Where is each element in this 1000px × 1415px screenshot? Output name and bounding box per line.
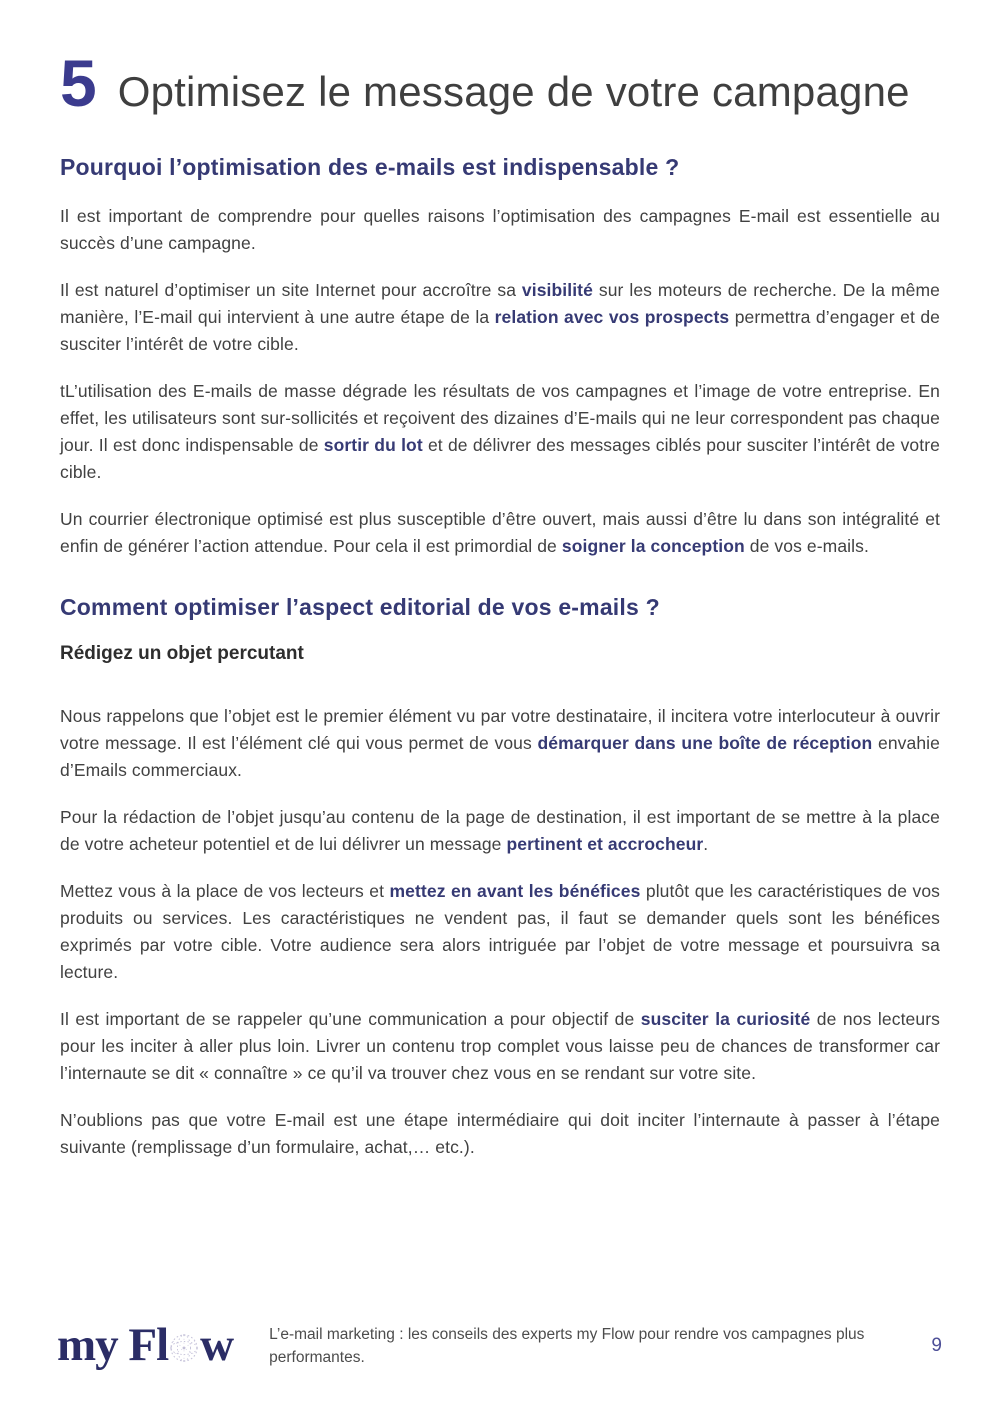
paragraph <box>60 703 940 784</box>
paragraph <box>60 1107 940 1161</box>
text-run: plutôt que les caractéristiques de vos produits ou services. Les caractéristiques ne vendent pas, il faut se demander quels sont les bénéfices exprimés par votre cible. Votre audience sera alors intriguée par l’objet de votre message et poursuivra sa lecture. <box>60 881 940 982</box>
myflow-logo <box>57 1319 234 1371</box>
text-run: permettra d’engager et de susciter l’intérêt de votre cible. <box>60 307 941 354</box>
globe-icon <box>169 1325 199 1372</box>
chapter-heading <box>60 46 940 120</box>
highlighted-phrase: visibilité <box>521 280 593 300</box>
paragraph <box>60 203 940 257</box>
text-run: tL’utilisation des E-mails de masse dégrade les résultats de vos campagnes et l’image de votre entreprise. En effet, les utilisateurs sont sur-sollicités et reçoivent des dizaines d’E-mails qui ne leur correspondent pas chaque jour. Il est donc indispensable de <box>60 381 940 455</box>
paragraph <box>60 804 940 858</box>
text-run: . <box>703 834 709 854</box>
paragraph <box>60 378 940 486</box>
page-number: 9 <box>931 1334 942 1356</box>
text-run: Pour la rédaction de l’objet jusqu’au contenu de la page de destination, il est important de se mettre à la place de votre acheteur potentiel et de lui délivrer un message <box>60 807 940 854</box>
text-run: Un courrier électronique optimisé est plus susceptible d’être ouvert, mais aussi d’être lu dans son intégralité et enfin de générer l’action attendue. Pour cela il est primordial de <box>60 509 940 556</box>
highlighted-phrase: relation avec vos prospects <box>494 307 730 327</box>
chapter-number: 5 <box>60 46 96 120</box>
text-run: N’oublions pas que votre E-mail est une étape intermédiaire qui doit inciter l’internaute à passer à l’étape suivante (remplissage d’un formulaire, achat,… etc.). <box>60 1110 940 1157</box>
page-footer <box>57 1319 942 1371</box>
page-title: Optimisez le message de votre campagne <box>117 68 910 115</box>
highlighted-phrase: mettez en avant les bénéfices <box>389 881 641 901</box>
page-content <box>60 46 941 1181</box>
text-run: sur les moteurs de recherche. De la même manière, l’E-mail qui intervient à une autre étape de la <box>60 280 940 327</box>
sub-heading: Rédigez un objet percutant <box>60 643 304 664</box>
logo-text-suffix: w <box>200 1319 234 1371</box>
text-run: envahie d’Emails commerciaux. <box>60 733 941 780</box>
text-run: Mettez vous à la place de vos lecteurs et <box>60 881 390 901</box>
section-heading: Pourquoi l’optimisation des e-mails est indispensable ? <box>60 154 680 180</box>
logo-text-prefix: my Fl <box>57 1319 169 1371</box>
text-run: de vos e-mails. <box>744 536 869 556</box>
highlighted-phrase: pertinent et accrocheur <box>506 834 704 854</box>
text-run: et de délivrer des messages ciblés pour susciter l’intérêt de votre cible. <box>60 435 940 482</box>
section-heading: Comment optimiser l’aspect editorial de vos e-mails ? <box>60 594 660 620</box>
paragraph <box>60 878 940 986</box>
text-run: Il est naturel d’optimiser un site Internet pour accroître sa <box>60 280 522 300</box>
text-run: Il est important de se rappeler qu’une communication a pour objectif de <box>60 1009 641 1029</box>
text-run: Il est important de comprendre pour quelles raisons l’optimisation des campagnes E-mail est essentielle au succès d’une campagne. <box>60 206 940 253</box>
highlighted-phrase: soigner la conception <box>561 536 745 556</box>
text-run: Nous rappelons que l’objet est le premier élément vu par votre destinataire, il incitera votre interlocuteur à ouvrir votre message. Il est l’élément clé qui vous permet de vous <box>60 706 940 753</box>
highlighted-phrase: susciter la curiosité <box>640 1009 811 1029</box>
highlighted-phrase: démarquer dans une boîte de réception <box>537 733 873 753</box>
body-text-blocks <box>60 154 940 1161</box>
footer-caption: L’e-mail marketing : les conseils des experts my Flow pour rendre vos campagnes plus performantes. <box>269 1325 865 1366</box>
paragraph <box>60 277 940 358</box>
text-run: de nos lecteurs pour les inciter à aller plus loin. Livrer un contenu trop complet vous laisse peu de chances de transformer car l’internaute se dit « connaître » ce qu’il va trouver chez vous en se rendant sur votre site. <box>60 1009 940 1083</box>
paragraph <box>60 506 940 560</box>
paragraph <box>60 1006 940 1087</box>
highlighted-phrase: sortir du lot <box>323 435 423 455</box>
